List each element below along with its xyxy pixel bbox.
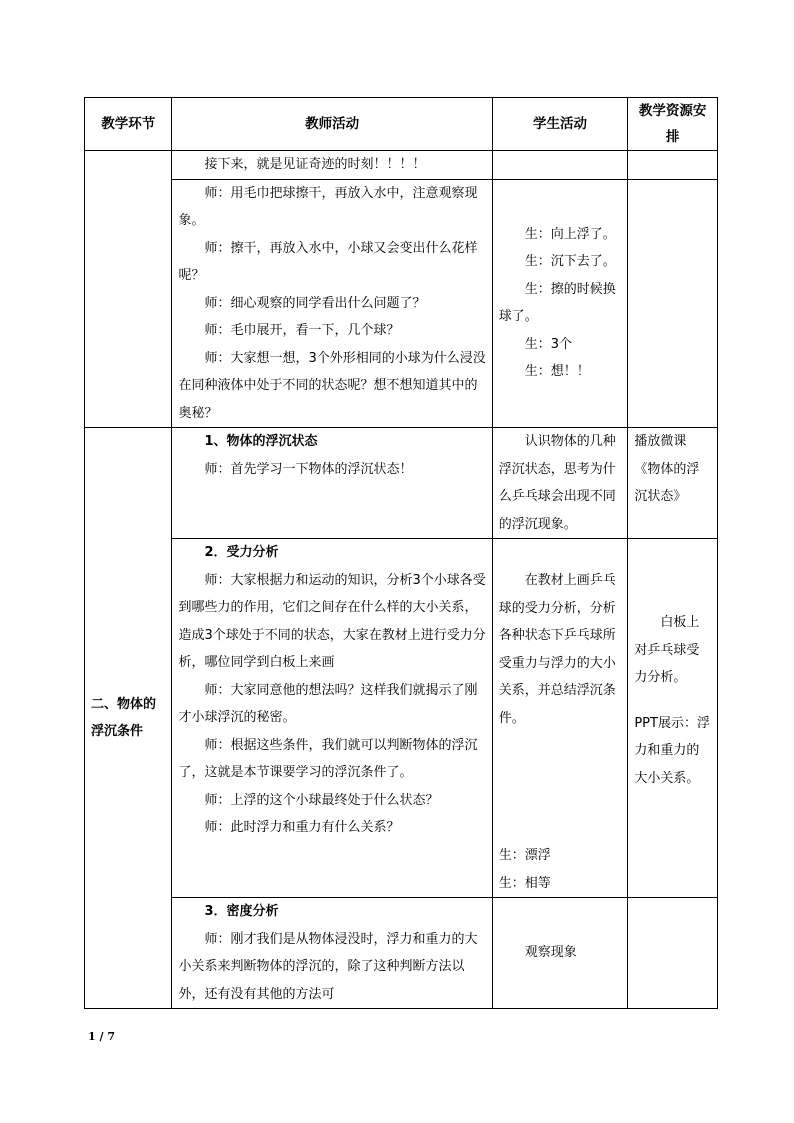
- teacher-text: 师：刚才我们是从物体浸没时，浮力和重力的大小关系来判断物体的浮沉的，除了这种判断方法以外，还有没有其他的方法可: [178, 931, 478, 1002]
- header-student-activity: 学生活动: [492, 98, 628, 151]
- teacher-text: 师：擦干，再放入水中，小球又会变出什么花样呢？: [178, 240, 478, 283]
- page-number: 1 / 7: [88, 1030, 115, 1043]
- teacher-text: 师：此时浮力和重力有什么关系？: [204, 820, 400, 835]
- teacher-text: 师：大家同意他的想法吗？这样我们就揭示了刚才小球浮沉的秘密。: [178, 682, 478, 725]
- teacher-cell: [172, 898, 492, 1009]
- student-text: 生：擦的时候换球了。: [498, 281, 616, 325]
- header-stage: 教学环节: [85, 98, 172, 151]
- student-text: 在教材上画乒乓球的受力分析，分析各种状态下乒乓球所受重力与浮力的大小关系，并总结浮沉条件。: [498, 573, 616, 726]
- teacher-cell: [172, 539, 492, 898]
- stage-cell-empty: [85, 151, 172, 428]
- student-cell: [492, 179, 628, 428]
- student-text: 生：沉下去了。: [524, 254, 616, 270]
- teacher-cell: [172, 151, 492, 180]
- table-row: [85, 539, 718, 898]
- student-cell: [492, 539, 628, 898]
- teacher-text: 师：首先学习一下物体的浮沉状态！: [204, 461, 413, 477]
- resource-cell: [628, 151, 718, 180]
- teacher-text: 师：上浮的这个小球最终处于什么状态？: [204, 792, 439, 808]
- student-cell: [492, 428, 628, 539]
- teacher-cell: [172, 179, 492, 428]
- header-teacher-activity: 教师活动: [172, 98, 492, 151]
- subsection-title: 3．密度分析: [204, 904, 279, 919]
- table-row: [85, 179, 718, 428]
- stage-cell: [85, 428, 172, 1009]
- teacher-text: 师：大家根据力和运动的知识，分析3个小球各受到哪些力的作用，它们之间存在什么样的大小关系，造成3个球处于不同的状态，大家在教材上进行受力分析，哪位同学到白板上来画: [178, 572, 486, 670]
- student-text: 生：漂浮: [498, 848, 551, 863]
- student-cell: [492, 151, 628, 180]
- stage-label: 二、物体的浮沉条件: [91, 696, 157, 739]
- spacer: [499, 732, 622, 842]
- spacer: [634, 692, 711, 710]
- spacer: [634, 539, 711, 609]
- resource-cell: [628, 428, 718, 539]
- subsection-title: 2．受力分析: [204, 545, 279, 560]
- student-text: 观察现象: [524, 945, 577, 961]
- student-text: 生：想！！: [524, 364, 590, 380]
- table-row: [85, 428, 718, 539]
- student-cell: [492, 898, 628, 1009]
- teacher-cell: [172, 428, 492, 539]
- teacher-text: 师：毛巾展开，看一下，几个球？: [204, 323, 400, 338]
- resource-text: 白板上对乒乓球受力分析。: [634, 615, 700, 685]
- header-resources: 教学资源安排: [628, 98, 718, 151]
- teacher-text: 师：用毛巾把球擦干，再放入水中，注意观察现象。: [178, 185, 478, 228]
- resource-cell: [628, 898, 718, 1009]
- teacher-text: 师：细心观察的同学看出什么问题了？: [204, 295, 426, 311]
- resource-text: 播放微课《物体的浮沉状态》: [634, 434, 700, 504]
- student-text: 生：3个: [524, 336, 573, 352]
- resource-cell: [628, 539, 718, 898]
- student-text: 生：向上浮了。: [524, 226, 616, 242]
- lesson-plan-table: [84, 97, 718, 1009]
- resource-cell: [628, 179, 718, 428]
- teacher-text: 接下来，就是见证奇迹的时刻！！！！: [204, 157, 426, 172]
- student-text: 生：相等: [498, 875, 551, 891]
- table-row: [85, 898, 718, 1009]
- table-row: [85, 151, 718, 180]
- table-header-row: [85, 98, 718, 151]
- teacher-text: 师：根据这些条件，我们就可以判断物体的浮沉了，这就是本节课要学习的浮沉条件了。: [178, 737, 478, 780]
- spacer: [499, 539, 622, 567]
- student-text: 认识物体的几种浮沉状态，思考为什么乒乓球会出现不同的浮沉现象。: [498, 434, 616, 532]
- teacher-text: 师：大家想一想，3个外形相同的小球为什么浸没在同种液体中处于不同的状态呢？想不想知道其中的奥秘？: [178, 350, 486, 421]
- subsection-title: 1、物体的浮沉状态: [204, 434, 318, 449]
- resource-text: PPT展示：浮力和重力的大小关系。: [634, 715, 710, 786]
